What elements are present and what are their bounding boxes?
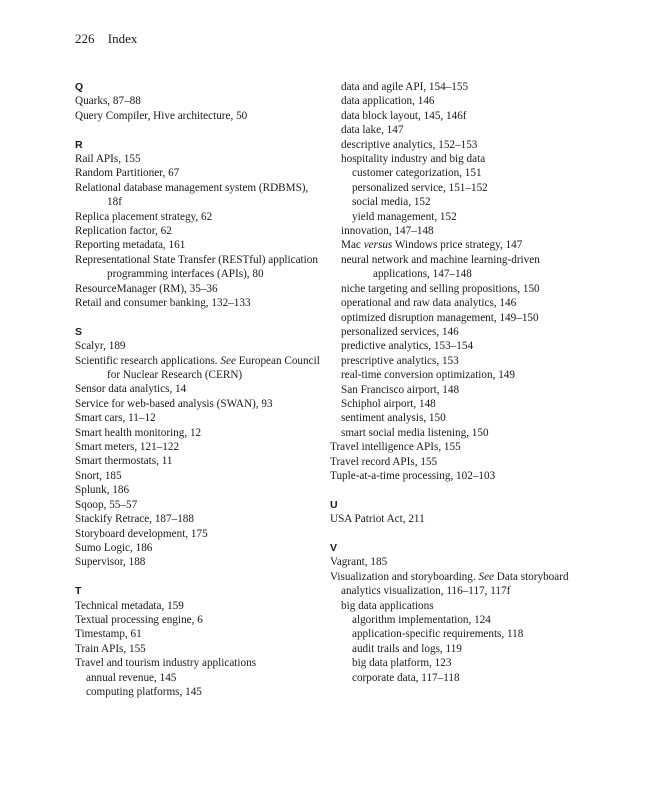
entry-text: Random Partitioner, 67	[75, 167, 180, 180]
entry-text: Schiphol airport, 148	[341, 397, 436, 410]
entry-text: Snort, 185	[75, 469, 122, 482]
entry-text: Smart thermostats, 11	[75, 455, 173, 468]
entry-text: corporate data, 117–118	[352, 671, 460, 684]
entry-text: Vagrant, 185	[330, 556, 388, 569]
index-subentry	[330, 94, 590, 108]
entry-text: Quarks, 87–88	[75, 95, 141, 108]
entry-text: Rail APIs, 155	[75, 152, 141, 165]
index-entry	[75, 642, 320, 656]
entry-text: Retail and consumer banking, 132–133	[75, 297, 251, 310]
index-entry	[330, 455, 590, 469]
entry-text: smart social media listening, 150	[341, 426, 489, 439]
index-entry	[75, 296, 320, 310]
index-subentry	[330, 411, 590, 425]
entry-text: innovation, 147–148	[341, 225, 434, 238]
entry-text: audit trails and logs, 119	[352, 642, 462, 655]
entry-text: customer categorization, 151	[352, 167, 482, 180]
entry-text: Supervisor, 188	[75, 556, 146, 569]
entry-text: application-specific requirements, 118	[352, 628, 524, 641]
index-subentry	[330, 354, 590, 368]
entry-text: Train APIs, 155	[75, 642, 146, 655]
index-subentry	[330, 671, 590, 685]
running-header	[75, 31, 137, 47]
entry-text: prescriptive analytics, 153	[341, 354, 459, 367]
index-subentry	[330, 627, 590, 641]
index-subentry	[330, 613, 590, 627]
index-entry	[75, 382, 320, 396]
index-subentry	[330, 383, 590, 397]
entry-text: data block layout, 145, 146f	[341, 109, 467, 122]
entry-text: algorithm implementation, 124	[352, 613, 491, 626]
entry-text: Timestamp, 61	[75, 628, 142, 641]
entry-text: Replication factor, 62	[75, 225, 172, 238]
entry-text: Tuple-at-a-time processing, 102–103	[330, 469, 496, 482]
entry-text: Sqoop, 55–57	[75, 498, 138, 511]
index-entry	[75, 109, 320, 123]
entry-text: operational and raw data analytics, 146	[341, 297, 517, 310]
entry-text: analytics visualization, 116–117, 117f	[341, 585, 511, 598]
entry-text: Smart meters, 121–122	[75, 441, 180, 454]
index-subentry	[330, 296, 590, 310]
section-gap	[75, 310, 320, 324]
index-subentry	[330, 181, 590, 195]
index-column-left	[75, 80, 320, 699]
section-gap	[75, 123, 320, 137]
page-number: 226	[75, 31, 95, 46]
section-letter: R	[75, 138, 83, 151]
index-entry	[330, 570, 590, 584]
entry-text: hospitality industry and big data	[341, 153, 486, 166]
index-subentry	[330, 109, 590, 123]
entry-text: Splunk, 186	[75, 484, 130, 497]
index-subentry	[330, 426, 590, 440]
entry-text: personalized service, 151–152	[352, 181, 488, 194]
cross-reference-marker: See	[478, 570, 494, 583]
index-entry	[75, 238, 320, 252]
entry-text: data and agile API, 154–155	[341, 81, 469, 93]
index-entry	[75, 527, 320, 541]
index-entry	[75, 224, 320, 238]
section-letter: V	[330, 541, 338, 554]
index-entry	[75, 512, 320, 526]
index-entry	[330, 440, 590, 454]
index-subentry	[75, 685, 320, 699]
entry-text: Smart cars, 11–12	[75, 412, 156, 425]
index-subentry	[330, 224, 590, 238]
index-entry	[75, 397, 320, 411]
entry-text-continued: Data storyboard	[496, 570, 569, 583]
section-letter: Q	[75, 81, 84, 93]
header-title: Index	[107, 31, 138, 46]
entry-text: Storyboard development, 175	[75, 527, 208, 540]
index-entry	[75, 469, 320, 483]
index-subentry	[330, 325, 590, 339]
index-entry	[75, 627, 320, 641]
cross-reference-marker: See	[220, 354, 236, 367]
entry-text: data lake, 147	[341, 124, 404, 137]
index-subentry	[330, 238, 590, 252]
entry-text: Travel and tourism industry applications	[75, 657, 257, 670]
index-subentry	[330, 80, 590, 94]
entry-text: San Francisco airport, 148	[341, 383, 460, 396]
entry-text: Query Compiler, Hive architecture, 50	[75, 109, 248, 122]
entry-text: USA Patriot Act, 211	[330, 513, 425, 526]
index-entry	[75, 354, 320, 383]
entry-text: Mac	[341, 239, 361, 252]
index-entry	[75, 282, 320, 296]
entry-text: Stackify Retrace, 187–188	[75, 513, 194, 526]
index-subentry	[330, 253, 590, 282]
index-subentry	[330, 138, 590, 152]
index-subentry	[330, 339, 590, 353]
index-subentry	[330, 656, 590, 670]
index-entry	[75, 166, 320, 180]
entry-text: Scalyr, 189	[75, 340, 126, 353]
entry-text: Technical metadata, 159	[75, 599, 184, 612]
entry-text: Scientific research applications.	[75, 354, 218, 367]
section-letter: T	[75, 585, 82, 598]
entry-text: Visualization and storyboarding.	[330, 570, 476, 583]
index-entry	[75, 440, 320, 454]
entry-text: Replica placement strategy, 62	[75, 210, 213, 223]
index-subentry	[330, 152, 590, 166]
entry-text: computing platforms, 145	[86, 685, 202, 698]
index-subentry	[330, 397, 590, 411]
index-subentry	[330, 368, 590, 382]
entry-text: Service for web-based analysis (SWAN), 93	[75, 397, 273, 410]
index-column-right	[330, 80, 590, 685]
entry-text: Travel record APIs, 155	[330, 455, 438, 468]
index-entry	[75, 152, 320, 166]
entry-text: niche targeting and selling propositions, 150	[341, 282, 540, 295]
entry-text-continued: Windows price strategy, 147	[394, 239, 523, 252]
entry-text: Travel intelligence APIs, 155	[330, 441, 461, 454]
section-gap	[75, 570, 320, 584]
entry-text: Relational database management system (RDBMS), 18f	[75, 181, 309, 209]
cross-reference-marker: versus	[363, 239, 393, 252]
entry-text-continued: European Council for Nuclear Research (CERN)	[107, 354, 320, 382]
index-subentry	[330, 642, 590, 656]
entry-text: Sensor data analytics, 14	[75, 383, 187, 396]
index-subentry	[330, 195, 590, 209]
index-subentry	[330, 599, 590, 613]
section-letter: U	[330, 498, 338, 511]
entry-text: Reporting metadata, 161	[75, 239, 186, 252]
index-subentry	[330, 584, 590, 598]
index-entry	[75, 411, 320, 425]
entry-text: social media, 152	[352, 196, 431, 209]
index-entry	[330, 469, 590, 483]
entry-text: yield management, 152	[352, 210, 457, 223]
entry-text: optimized disruption management, 149–150	[341, 311, 539, 324]
entry-text: Sumo Logic, 186	[75, 541, 153, 554]
entry-text: predictive analytics, 153–154	[341, 340, 474, 353]
entry-text: big data platform, 123	[352, 657, 452, 670]
index-entry	[75, 454, 320, 468]
index-subentry	[75, 671, 320, 685]
index-subentry	[330, 311, 590, 325]
index-entry	[75, 555, 320, 569]
index-entry	[75, 483, 320, 497]
index-entry	[75, 94, 320, 108]
entry-text: sentiment analysis, 150	[341, 412, 446, 425]
index-subentry	[330, 123, 590, 137]
index-subentry	[330, 282, 590, 296]
index-subentry	[330, 210, 590, 224]
entry-text: descriptive analytics, 152–153	[341, 138, 478, 151]
index-entry	[330, 512, 590, 526]
entry-text: neural network and machine learning-driven applications, 147–148	[341, 253, 540, 281]
index-entry	[75, 498, 320, 512]
index-entry	[75, 210, 320, 224]
index-entry	[75, 181, 320, 210]
index-entry	[75, 253, 320, 282]
entry-text: Representational State Transfer (RESTful) application programming interfaces (APIs), 80	[75, 253, 318, 281]
section-gap	[330, 483, 590, 497]
index-entry	[75, 599, 320, 613]
index-entry	[330, 555, 590, 569]
index-entry	[75, 426, 320, 440]
index-subentry	[330, 166, 590, 180]
index-entry	[75, 656, 320, 670]
entry-text: Smart health monitoring, 12	[75, 426, 202, 439]
index-entry	[75, 541, 320, 555]
entry-text: real-time conversion optimization, 149	[341, 369, 515, 382]
entry-text: data application, 146	[341, 95, 435, 108]
section-gap	[330, 527, 590, 541]
entry-text: ResourceManager (RM), 35–36	[75, 282, 218, 295]
entry-text: big data applications	[341, 599, 434, 612]
index-entry	[75, 339, 320, 353]
entry-text: Textual processing engine, 6	[75, 613, 203, 626]
section-letter: S	[75, 325, 83, 338]
entry-text: personalized services, 146	[341, 325, 459, 338]
entry-text: annual revenue, 145	[86, 671, 177, 684]
index-entry	[75, 613, 320, 627]
